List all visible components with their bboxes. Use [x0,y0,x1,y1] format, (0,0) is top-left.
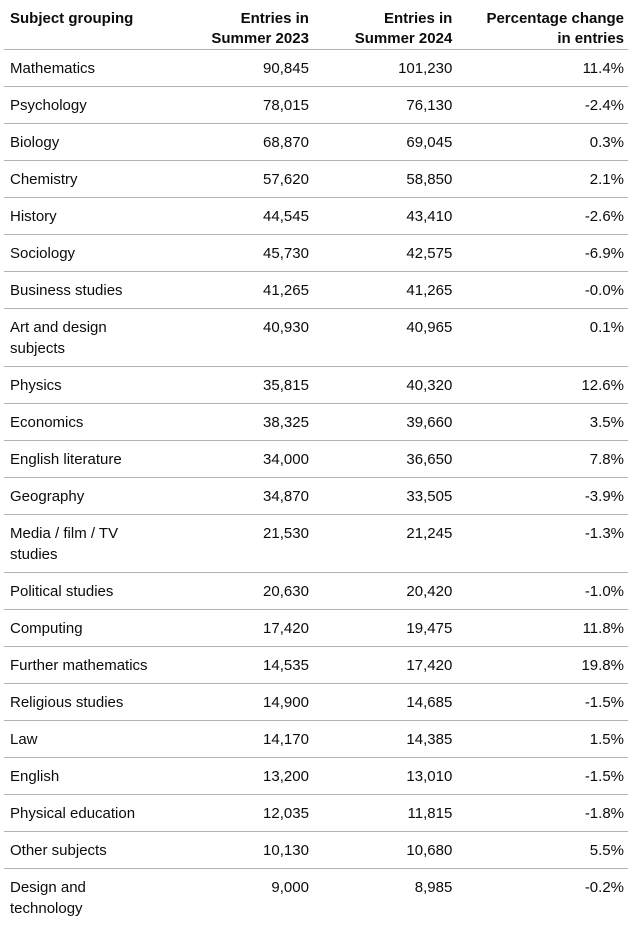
percentage-change-cell: -1.3% [452,515,628,573]
subject-cell [4,161,174,198]
entries-2024-cell: 14,685 [309,684,452,721]
percentage-change-cell: 5.5% [452,832,628,869]
entries-2023-cell: 41,265 [174,272,309,309]
entries-2024-cell: 8,985 [414,879,453,896]
entries-2023-cell: 14,900 [174,684,309,721]
percentage-change-cell: -1.0% [452,573,628,610]
percentage-change-cell: -6.9% [452,235,628,272]
entries-2023-cell: 34,000 [174,441,309,478]
subject-label: Art and design subjects [10,319,107,357]
entries-2023-cell: 57,620 [174,161,309,198]
table-row [4,87,628,124]
percentage-change-cell: 19.8% [452,647,628,684]
percentage-change-cell: 11.8% [452,610,628,647]
entries-2023-cell: 40,930 [174,309,309,367]
header-subject-grouping: Subject grouping [4,0,174,50]
percentage-change-cell: -1.8% [452,795,628,832]
table-row [4,235,628,272]
table-row [4,684,628,721]
entries-2024-cell: 41,265 [309,272,452,309]
entries-2023-cell: 35,815 [174,367,309,404]
entries-2024-cell: 36,650 [309,441,452,478]
percentage-change-cell: 2.1% [452,161,628,198]
table-row [4,124,628,161]
entries-2024-cell: 11,815 [309,795,452,832]
subject-cell [4,124,174,161]
table-row [4,869,628,927]
subject-label: Psychology [10,97,87,114]
table-row [4,367,628,404]
table-row [4,515,628,573]
entries-2024-cell: 13,010 [309,758,452,795]
subject-cell [4,610,174,647]
table-row [4,832,628,869]
entries-2024-cell: 42,575 [309,235,452,272]
percentage-change-cell: 1.5% [452,721,628,758]
subject-label: Religious studies [10,694,124,711]
table-row [4,795,628,832]
table-row [4,441,628,478]
entries-2023-cell: 44,545 [174,198,309,235]
table-row [4,573,628,610]
entries-2023-cell: 45,730 [174,235,309,272]
table-row [4,478,628,515]
table-row [4,198,628,235]
entries-2023-cell: 17,420 [174,610,309,647]
subject-label: Political studies [10,583,114,600]
percentage-change-cell: -1.5% [452,684,628,721]
percentage-change-cell: 3.5% [452,404,628,441]
entries-2024-cell: 10,680 [309,832,452,869]
entries-2024-cell: 101,230 [309,50,452,87]
subject-cell [4,235,174,272]
table-row [4,272,628,309]
entries-2023-cell: 12,035 [174,795,309,832]
entries-2024-cell: 33,505 [309,478,452,515]
entries-2023-cell: 20,630 [174,573,309,610]
subject-cell [4,478,174,515]
entries-table [4,0,628,926]
table-header-row [4,0,628,50]
entries-2023-cell: 90,845 [174,50,309,87]
header-percentage-change: Percentage change in entries [452,0,628,50]
subject-cell [4,198,174,235]
subject-label: Business studies [10,282,123,299]
subject-label: Economics [10,414,84,431]
entries-2024-cell: 39,660 [309,404,452,441]
subject-label: Geography [10,488,85,505]
table-row [4,721,628,758]
table-row [4,647,628,684]
entries-2023-cell: 14,535 [174,647,309,684]
subject-cell [4,50,174,87]
entries-2023-cell: 21,530 [174,515,309,573]
percentage-change-cell: 0.1% [452,309,628,367]
subject-cell [4,309,174,367]
entries-2023-cell: 10,130 [174,832,309,869]
percentage-change-cell: -3.9% [452,478,628,515]
table-body [4,50,628,927]
entries-2024-cell: 40,965 [309,309,452,367]
subject-cell [4,758,174,795]
subject-label: Sociology [10,245,76,262]
entries-2024-cell: 43,410 [309,198,452,235]
subject-label: Further mathematics [10,657,148,674]
entries-2024-cell: 69,045 [309,124,452,161]
entries-2023-cell: 34,870 [174,478,309,515]
table-row [4,161,628,198]
subject-cell [4,721,174,758]
percentage-change-cell: -1.5% [452,758,628,795]
percentage-change-cell: 7.8% [452,441,628,478]
subject-label: Computing [10,620,83,637]
subject-cell [4,272,174,309]
percentage-change-cell: 0.3% [452,124,628,161]
entries-2024-cell: 76,130 [309,87,452,124]
entries-2024-cell: 19,475 [309,610,452,647]
subject-cell [4,404,174,441]
subject-cell [4,515,174,573]
subject-cell [4,795,174,832]
subject-label: English [10,768,60,785]
subject-cell [4,684,174,721]
entries-2024-cell: 58,850 [309,161,452,198]
entries-2023-cell: 14,170 [174,721,309,758]
subject-label: Biology [10,134,60,151]
subject-cell [4,573,174,610]
entries-2023-cell: 78,015 [174,87,309,124]
subject-cell [4,367,174,404]
subject-label: English literature [10,451,122,468]
subject-label: Chemistry [10,171,78,188]
table-row [4,50,628,87]
table-row [4,610,628,647]
subject-label: Media / film / TV studies [10,525,119,563]
header-entries-2023: Entries in Summer 2023 [174,0,309,50]
entries-2024-cell: 17,420 [309,647,452,684]
percentage-change-cell: -0.0% [452,272,628,309]
percentage-change-cell: -2.4% [452,87,628,124]
percentage-change-cell: 12.6% [452,367,628,404]
subject-cell [4,441,174,478]
table-row [4,309,628,367]
subject-cell [4,647,174,684]
subject-cell [4,832,174,869]
subject-label: Design and technology [10,879,86,917]
subject-label: Mathematics [10,60,96,77]
entries-2024-cell: 20,420 [309,573,452,610]
subject-cell [4,869,174,927]
entries-2023-cell: 13,200 [174,758,309,795]
header-entries-2024: Entries in Summer 2024 [309,0,452,50]
subject-label: Law [10,731,38,748]
entries-2024-cell: 14,385 [309,721,452,758]
table-row [4,758,628,795]
entries-2023-cell: 68,870 [174,124,309,161]
entries-2023-cell: 38,325 [174,404,309,441]
subject-label: Physics [10,377,62,394]
percentage-change-cell: -2.6% [452,198,628,235]
subject-label: Other subjects [10,842,107,859]
subject-label: History [10,208,57,225]
percentage-change-cell: -0.2% [584,879,624,896]
percentage-change-cell: 11.4% [452,50,628,87]
subject-cell [4,87,174,124]
entries-2023-cell: 9,000 [271,879,309,896]
subject-label: Physical education [10,805,136,822]
entries-2024-cell: 21,245 [309,515,452,573]
table-row [4,404,628,441]
entries-2024-cell: 40,320 [309,367,452,404]
